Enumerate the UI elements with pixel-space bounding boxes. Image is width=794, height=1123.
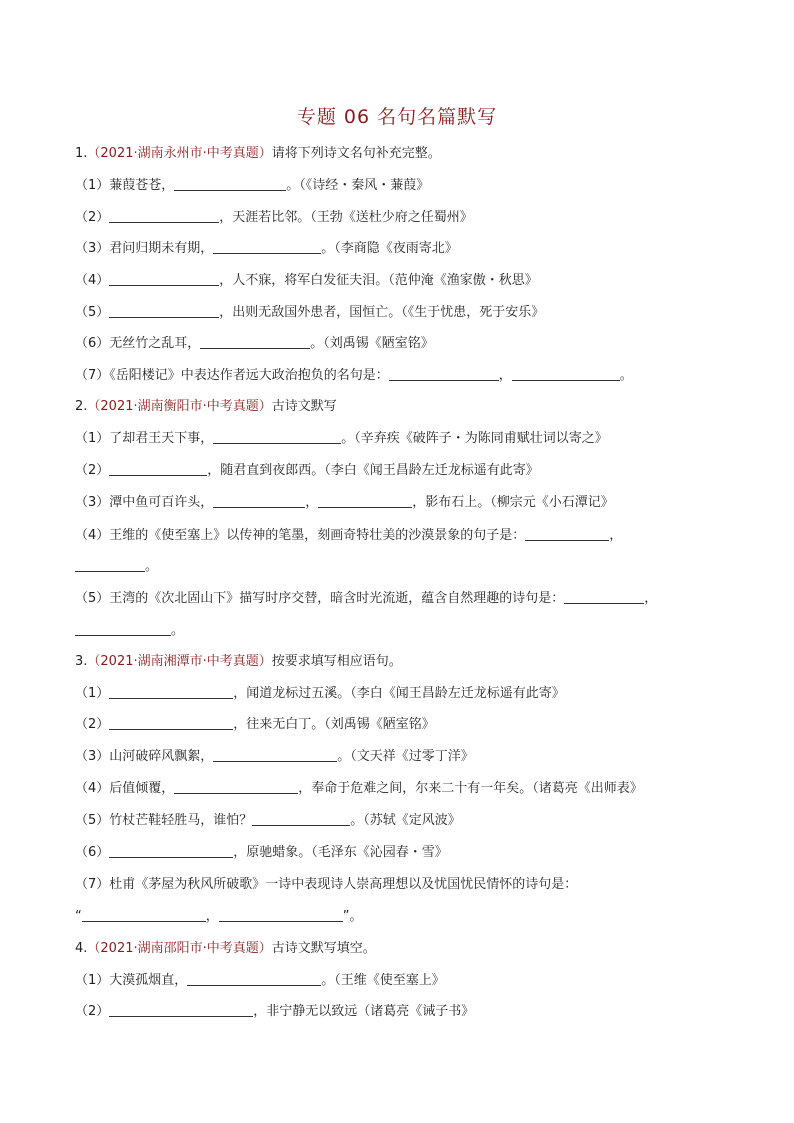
question-3-item-4: （4）后值倾覆， ，奉命于危难之间，尔来二十有一年矣。（诸葛亮《出师表》 bbox=[75, 781, 643, 796]
question-2-item-3: （3）潭中鱼可百许头， ， ，影布石上。（柳宗元《小石潭记》 bbox=[75, 495, 614, 510]
question-source: （2021·湖南衡阳市·中考真题） bbox=[87, 399, 272, 414]
question-2-item-1: （1）了却君王天下事， 。（辛弃疾《破阵子・为陈同甫赋壮词以寄之》 bbox=[75, 431, 608, 446]
answer-blank[interactable] bbox=[213, 748, 337, 762]
question-2-header: 2.（2021·湖南衡阳市·中考真题）古诗文默写 bbox=[75, 399, 337, 414]
answer-blank[interactable] bbox=[174, 780, 298, 794]
answer-blank[interactable] bbox=[109, 272, 219, 286]
question-3-item-7: （7）杜甫《茅屋为秋风所破歌》一诗中表现诗人崇高理想以及忧国忧民情怀的诗句是： bbox=[75, 877, 578, 892]
answer-blank[interactable] bbox=[75, 622, 171, 636]
answer-blank[interactable] bbox=[252, 812, 350, 826]
question-1-item-4: （4） ，人不寐，将军白发征夫泪。（范仲淹《渔家傲・秋思》 bbox=[75, 273, 538, 288]
answer-blank[interactable] bbox=[109, 304, 219, 318]
question-3-item-1: （1） ，闻道龙标过五溪。（李白《闻王昌龄左迁龙标遥有此寄》 bbox=[75, 686, 565, 701]
answer-blank[interactable] bbox=[318, 494, 412, 508]
answer-blank[interactable] bbox=[109, 462, 207, 476]
answer-blank[interactable] bbox=[219, 908, 343, 922]
question-4-item-1: （1）大漠孤烟直， 。（王维《使至塞上》 bbox=[75, 973, 445, 988]
question-3-item-3: （3）山河破碎风飘絮， 。（文天祥《过零丁洋》 bbox=[75, 749, 474, 764]
answer-blank[interactable] bbox=[525, 527, 609, 541]
answer-blank[interactable] bbox=[109, 209, 219, 223]
question-4-item-2: （2） ，非宁静无以致远（诸葛亮《诫子书》 bbox=[75, 1004, 475, 1019]
answer-blank[interactable] bbox=[200, 335, 310, 349]
question-2-item-4-continuation: 。 bbox=[75, 558, 735, 576]
question-1-item-1: （1）蒹葭苍苍， 。（《诗经・秦风・蒹葭》 bbox=[75, 178, 430, 193]
question-3-item-7-continuation: “ ， ”。 bbox=[75, 909, 363, 924]
question-source: （2021·湖南邵阳市·中考真题） bbox=[87, 941, 272, 956]
question-1-item-6: （6）无丝竹之乱耳， 。（刘禹锡《陋室铭》 bbox=[75, 336, 434, 351]
question-1-header: 1.（2021·湖南永州市·中考真题）请将下列诗文名句补充完整。 bbox=[75, 146, 441, 161]
answer-blank[interactable] bbox=[512, 367, 620, 381]
answer-blank[interactable] bbox=[109, 844, 233, 858]
answer-blank[interactable] bbox=[213, 430, 341, 444]
question-source: （2021·湖南永州市·中考真题） bbox=[87, 146, 272, 161]
answer-blank[interactable] bbox=[82, 908, 206, 922]
question-1-item-3: （3）君问归期未有期， 。（李商隐《夜雨寄北》 bbox=[75, 241, 458, 256]
question-1-item-5: （5） ，出则无敌国外患者，国恒亡。（《生于忧患，死于安乐》 bbox=[75, 305, 545, 320]
answer-blank[interactable] bbox=[389, 367, 499, 381]
question-1-item-7: （7）《岳阳楼记》中表达作者远大政治抱负的名句是： ， 。 bbox=[75, 368, 633, 383]
answer-blank[interactable] bbox=[213, 494, 305, 508]
answer-blank[interactable] bbox=[187, 972, 321, 986]
answer-blank[interactable] bbox=[213, 240, 321, 254]
answer-blank[interactable] bbox=[109, 1003, 253, 1017]
answer-blank[interactable] bbox=[564, 590, 644, 604]
question-2-item-2: （2） ，随君直到夜郎西。（李白《闻王昌龄左迁龙标遥有此寄》 bbox=[75, 463, 539, 478]
question-1-item-2: （2） ，天涯若比邻。（王勃《送杜少府之任蜀州》 bbox=[75, 210, 473, 225]
answer-blank[interactable] bbox=[174, 177, 286, 191]
question-source: （2021·湖南湘潭市·中考真题） bbox=[87, 654, 272, 669]
page-title: 专题 06 名句名篇默写 bbox=[296, 106, 498, 128]
answer-blank[interactable] bbox=[109, 716, 233, 730]
question-2-item-5: （5）王湾的《次北固山下》描写时序交替，暗含时光流逝，蕴含自然理趣的诗句是： ， bbox=[75, 591, 658, 606]
question-2-item-5-continuation: 。 bbox=[75, 622, 735, 640]
question-3-item-2: （2） ，往来无白丁。（刘禹锡《陋室铭》 bbox=[75, 717, 435, 732]
question-3-header: 3.（2021·湖南湘潭市·中考真题）按要求填写相应语句。 bbox=[75, 654, 402, 669]
answer-blank[interactable] bbox=[75, 558, 145, 572]
question-4-header: 4.（2021·湖南邵阳市·中考真题）古诗文默写填空。 bbox=[75, 941, 376, 956]
question-3-item-5: （5）竹杖芒鞋轻胜马，谁怕？ 。（苏轼《定风波》 bbox=[75, 813, 461, 828]
question-3-item-6: （6） ，原驰蜡象。（毛泽东《沁园春・雪》 bbox=[75, 845, 448, 860]
question-2-item-4: （4）王维的《使至塞上》以传神的笔墨，刻画奇特壮美的沙漠景象的句子是： ， bbox=[75, 528, 623, 543]
answer-blank[interactable] bbox=[109, 685, 233, 699]
